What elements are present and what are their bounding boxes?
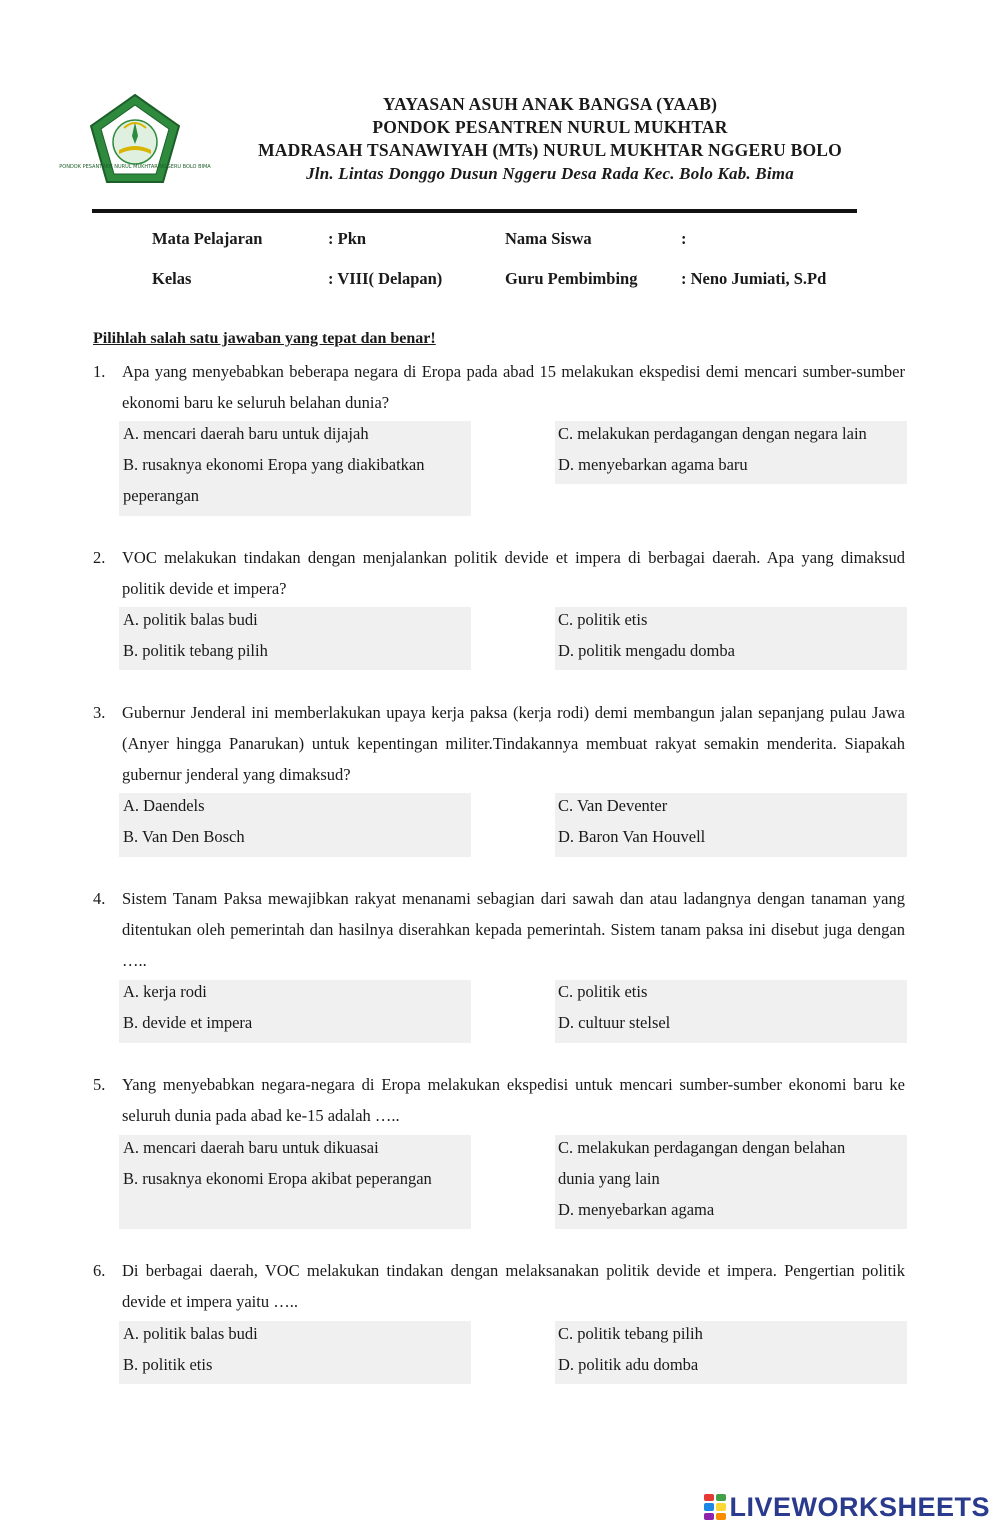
header-pesantren: PONDOK PESANTREN NURUL MUKHTAR xyxy=(372,117,728,137)
student-name-field[interactable]: : xyxy=(681,229,687,248)
option-b[interactable]: B. politik tebang pilih xyxy=(123,641,268,660)
option-a[interactable]: A. mencari daerah baru untuk dikuasai xyxy=(123,1138,379,1157)
question-number: 6. xyxy=(93,1261,106,1280)
question-number: 5. xyxy=(93,1075,106,1094)
question-text: VOC melakukan tindakan dengan menjalankan politik devide et impera di berbagai daerah. Apa yang dimaksud politik devide et impera? xyxy=(122,548,905,598)
option-c[interactable]: C. Van Deventer xyxy=(558,796,668,815)
option-a[interactable]: A. Daendels xyxy=(123,796,205,815)
liveworksheets-logo-icon xyxy=(704,1494,726,1520)
option-d[interactable]: D. politik mengadu domba xyxy=(558,641,735,660)
liveworksheets-brand[interactable] xyxy=(704,1492,990,1522)
header-address: Jln. Lintas Donggo Dusun Nggeru Desa Rada Kec. Bolo Kab. Bima xyxy=(306,164,794,183)
question-number: 4. xyxy=(93,889,106,908)
option-d[interactable]: D. cultuur stelsel xyxy=(558,1013,671,1032)
option-b[interactable]: B. rusaknya ekonomi Eropa akibat peperangan xyxy=(123,1169,432,1188)
question-number: 1. xyxy=(93,362,106,381)
question-2 xyxy=(93,542,905,604)
option-c[interactable]: C. melakukan perdagangan dengan belahan xyxy=(558,1138,846,1157)
question-6 xyxy=(93,1255,905,1317)
question-4 xyxy=(93,883,905,976)
student-name-label: Nama Siswa xyxy=(505,229,592,248)
question-text: Apa yang menyebabkan beberapa negara di Eropa pada abad 15 melakukan ekspedisi demi mencari sumber-sumber ekonomi baru ke seluruh belahan dunia? xyxy=(122,362,905,412)
question-1 xyxy=(93,356,905,418)
question-number: 2. xyxy=(93,548,106,567)
header-divider xyxy=(92,209,857,213)
teacher-label: Guru Pembimbing xyxy=(505,269,638,288)
question-number: 3. xyxy=(93,703,106,722)
header-foundation: YAYASAN ASUH ANAK BANGSA (YAAB) xyxy=(382,94,718,114)
question-text: Sistem Tanam Paksa mewajibkan rakyat menanami sebagian dari sawah dan atau ladangnya dengan tanaman yang ditentukan oleh pemerintah dan hasilnya diserahkan kepada pemerintah. Sistem tanam paksa ini disebut juga dengan ….. xyxy=(122,889,905,970)
option-b[interactable]: B. devide et impera xyxy=(123,1013,253,1032)
option-d[interactable]: D. menyebarkan agama baru xyxy=(558,455,748,474)
option-c[interactable]: C. melakukan perdagangan dengan negara lain xyxy=(558,424,867,443)
header-madrasah: MADRASAH TSANAWIYAH (MTs) NURUL MUKHTAR NGGERU BOLO xyxy=(258,140,842,160)
instruction-text: Pilihlah salah satu jawaban yang tepat dan benar! xyxy=(93,330,436,347)
brand-name: LIVEWORKSHEETS xyxy=(729,1491,990,1522)
subject-label: Mata Pelajaran xyxy=(152,229,263,248)
option-b[interactable]: B. Van Den Bosch xyxy=(123,827,245,846)
class-value: : VIII( Delapan) xyxy=(328,269,443,288)
option-b-continued[interactable]: peperangan xyxy=(123,486,200,505)
teacher-value: : Neno Jumiati, S.Pd xyxy=(681,269,827,288)
option-c[interactable]: C. politik etis xyxy=(558,610,648,629)
question-text: Di berbagai daerah, VOC melakukan tindakan dengan melaksanakan politik devide et impera. Pengertian politik devide et impera yaitu ….. xyxy=(122,1261,905,1311)
subject-value: : Pkn xyxy=(328,229,367,248)
question-5 xyxy=(93,1069,905,1131)
option-c[interactable]: C. politik tebang pilih xyxy=(558,1324,703,1343)
option-a[interactable]: A. politik balas budi xyxy=(123,1324,258,1343)
svg-text:PONDOK PESANTREN NURUL MUKHTAR: PONDOK PESANTREN NURUL MUKHTAR NGGERU BOLO BIMA xyxy=(59,164,211,170)
option-a[interactable]: A. kerja rodi xyxy=(123,982,207,1001)
question-3 xyxy=(93,697,905,790)
option-c-continued[interactable]: dunia yang lain xyxy=(558,1169,660,1188)
option-b[interactable]: B. rusaknya ekonomi Eropa yang diakibatkan xyxy=(123,455,425,474)
school-header xyxy=(200,93,900,185)
option-d[interactable]: D. menyebarkan agama xyxy=(558,1200,715,1219)
school-logo-icon xyxy=(59,92,211,188)
option-d[interactable]: D. Baron Van Houvell xyxy=(558,827,706,846)
question-text: Gubernur Jenderal ini memberlakukan upaya kerja paksa (kerja rodi) demi membangun jalan sepanjang pulau Jawa (Anyer hingga Panarukan) untuk kepentingan militer.Tindakannya membuat rakyat semakin menderita. Siapakah gubernur jenderal yang dimaksud? xyxy=(122,703,905,784)
option-d[interactable]: D. politik adu domba xyxy=(558,1355,699,1374)
option-a[interactable]: A. mencari daerah baru untuk dijajah xyxy=(123,424,369,443)
option-a[interactable]: A. politik balas budi xyxy=(123,610,258,629)
question-text: Yang menyebabkan negara-negara di Eropa melakukan ekspedisi untuk mencari sumber-sumber ekonomi baru ke seluruh dunia pada abad ke-15 adalah ….. xyxy=(122,1075,905,1125)
class-label: Kelas xyxy=(152,269,192,288)
option-b[interactable]: B. politik etis xyxy=(123,1355,213,1374)
option-c[interactable]: C. politik etis xyxy=(558,982,648,1001)
